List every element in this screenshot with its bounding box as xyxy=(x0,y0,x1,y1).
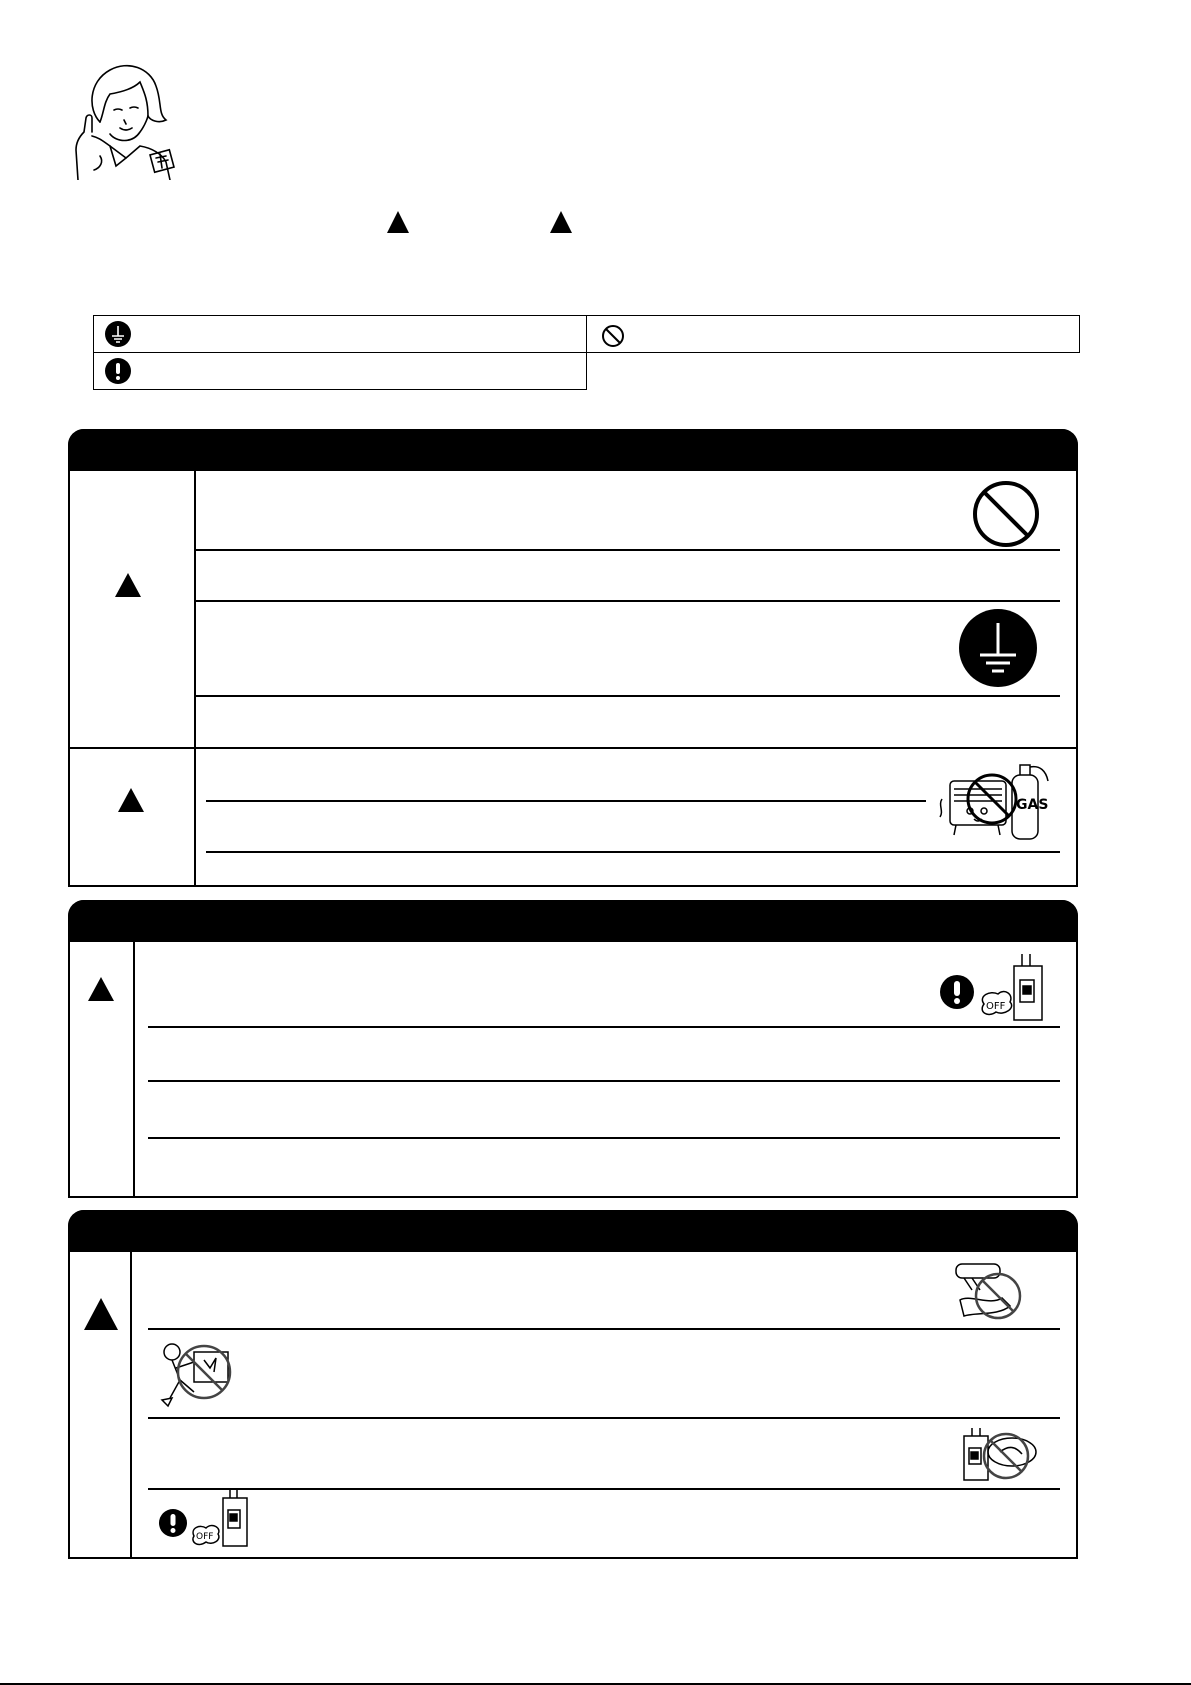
off-label: OFF xyxy=(196,1532,214,1542)
row-divider xyxy=(194,549,1060,551)
warning-triangle-icon xyxy=(387,211,409,233)
no-climb-illustration xyxy=(150,1338,240,1410)
column-divider xyxy=(133,942,135,1198)
section-maintenance xyxy=(68,1210,1078,1559)
row-divider xyxy=(194,695,1060,697)
row-divider xyxy=(206,800,926,802)
breaker-off-icon xyxy=(978,952,1050,1022)
off-label: OFF xyxy=(986,1001,1006,1012)
ground-symbol-icon xyxy=(958,608,1038,688)
row-divider xyxy=(148,1488,1060,1490)
row-divider xyxy=(148,1417,1060,1419)
row-divider xyxy=(148,1080,1060,1082)
prohibited-icon xyxy=(601,324,625,348)
section-header-bar xyxy=(68,429,1078,471)
legend-cell-earth xyxy=(93,315,587,353)
breaker-off-icon xyxy=(190,1486,256,1550)
warning-triangle-icon xyxy=(550,211,572,233)
ground-symbol-icon xyxy=(105,321,131,347)
row-divider xyxy=(194,600,1060,602)
row-divider xyxy=(206,851,1060,853)
group-divider xyxy=(70,747,1076,749)
section-operation xyxy=(68,900,1078,1198)
gas-label: GAS xyxy=(1016,797,1049,813)
legend-cell-prohibited xyxy=(586,315,1080,353)
column-divider xyxy=(194,471,196,887)
legend-cell-mandatory xyxy=(93,352,587,390)
section-header-bar xyxy=(68,1210,1078,1252)
warning-triangle-icon xyxy=(88,977,114,1001)
warning-triangle-icon xyxy=(115,573,141,597)
mascot-illustration xyxy=(70,62,180,180)
exclamation-icon xyxy=(105,358,131,384)
row-divider xyxy=(148,1137,1060,1139)
no-touch-louver-illustration xyxy=(950,1260,1040,1326)
prohibited-icon xyxy=(972,480,1040,548)
warning-triangle-icon xyxy=(118,788,144,812)
row-divider xyxy=(148,1328,1060,1330)
section-header-bar xyxy=(68,900,1078,942)
row-divider xyxy=(148,1026,1060,1028)
no-wet-breaker-illustration xyxy=(956,1426,1042,1490)
section-installation xyxy=(68,429,1078,887)
warning-triangle-icon xyxy=(84,1298,118,1330)
gas-cylinder-icon xyxy=(932,759,1054,843)
exclamation-icon xyxy=(939,974,975,1010)
exclamation-icon xyxy=(158,1508,188,1538)
column-divider xyxy=(130,1252,132,1559)
